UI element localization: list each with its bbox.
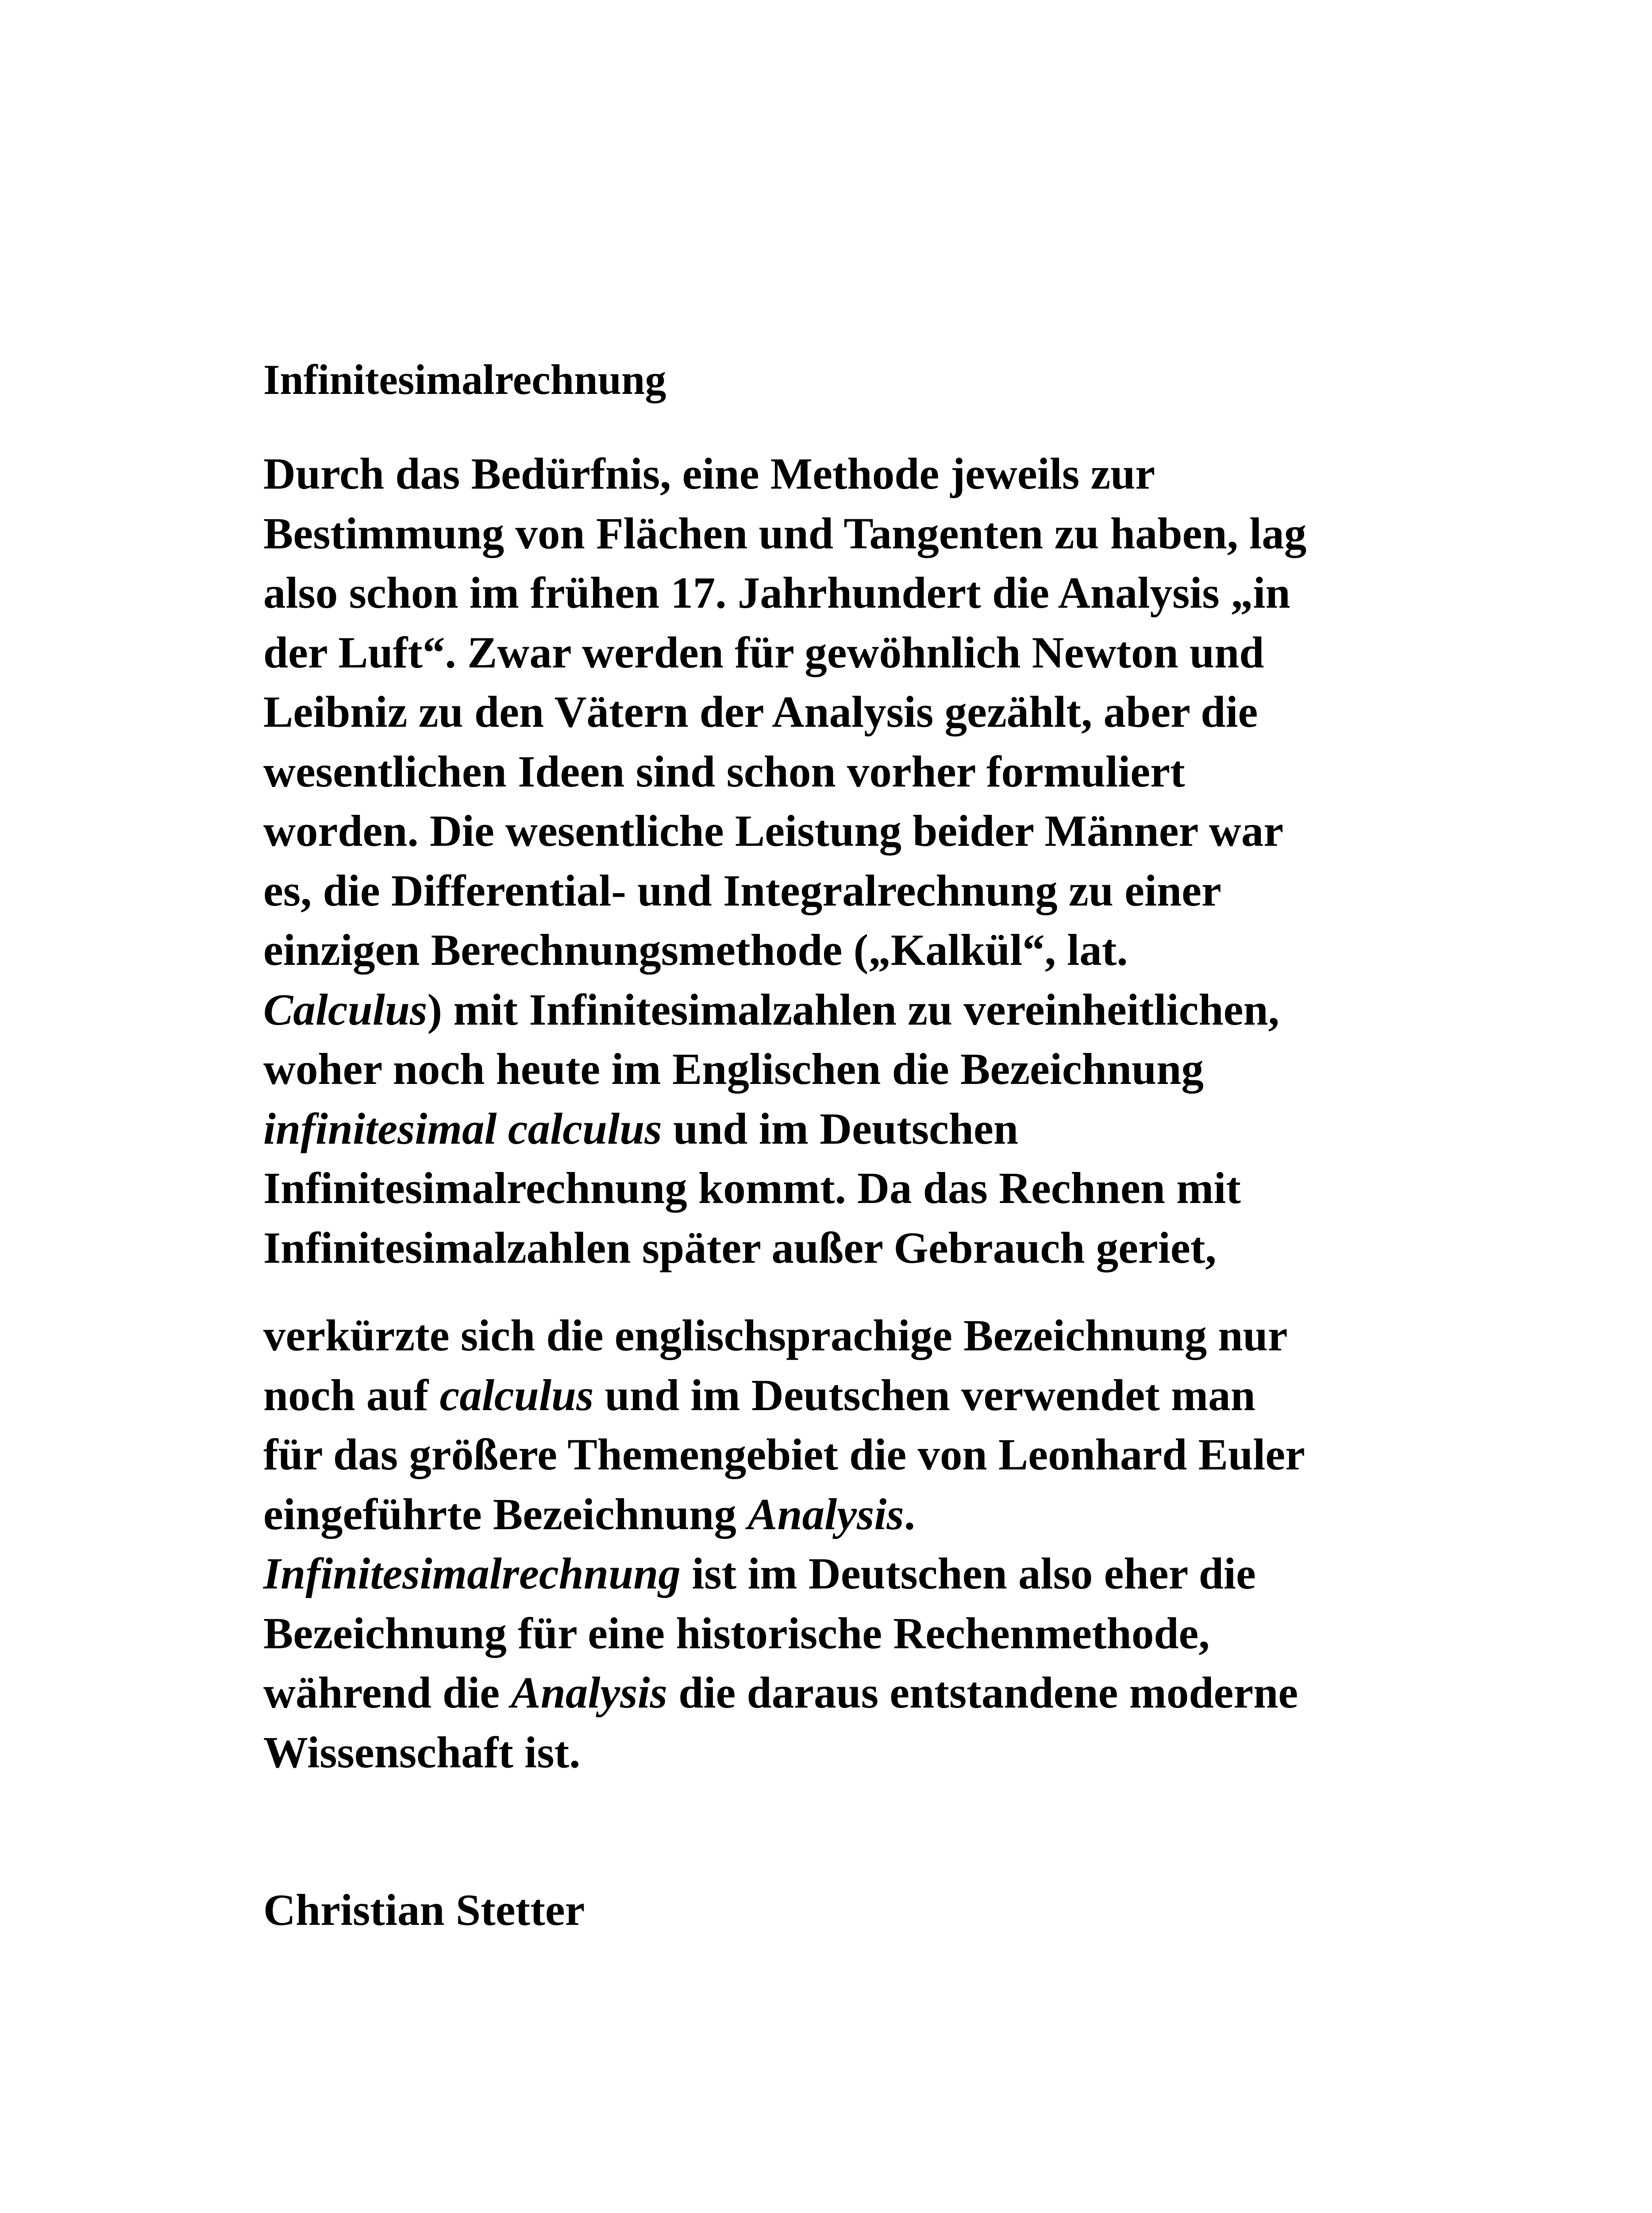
italic-term: Analysis [747,1489,904,1539]
text-run: woher noch heute im Englischen die Bezeichnung [263,1044,1204,1094]
text-run: Durch das Bedürfnis, eine Methode jeweils zur [263,449,1155,498]
text-run: Bezeichnung für eine historische Rechenmethode, [263,1608,1210,1658]
text-line [263,682,1405,742]
text-run: einzigen Berechnungsmethode („Kalkül“, lat. [263,925,1128,975]
text-line [263,1484,1405,1544]
paragraph-1 [263,444,1405,1277]
italic-term: Infinitesimalrechnung [263,1549,681,1598]
text-run: Bestimmung von Flächen und Tangenten zu haben, lag [263,508,1307,558]
text-line [263,861,1405,921]
text-run: ist im Deutschen also eher die [680,1549,1256,1598]
text-run: Infinitesimalrechnung kommt. Da das Rechnen mit [263,1163,1241,1213]
text-run: für das größere Themengebiet die von Leonhard Euler [263,1430,1305,1479]
author-name: Christian Stetter [263,1885,585,1935]
italic-term: Calculus [263,984,427,1034]
text-line [263,444,1405,504]
text-run: Infinitesimalzahlen später außer Gebrauch geriet, [263,1222,1217,1272]
text-run: Leibniz zu den Vätern der Analysis gezählt, aber die [263,687,1258,736]
text-line [263,801,1405,861]
italic-term: infinitesimal calculus [263,1103,662,1153]
text-run: und im Deutschen verwendet man [593,1370,1255,1420]
text-line [263,623,1405,682]
text-run: es, die Differential- und Integralrechnung zu einer [263,865,1221,915]
text-line [263,1218,1405,1278]
italic-term: Analysis [511,1668,667,1717]
paragraph-2 [263,1306,1405,1782]
text-run: also schon im frühen 17. Jahrhundert die Analysis „in [263,568,1290,617]
text-run: noch auf [263,1370,440,1420]
text-run: ) mit Infinitesimalzahlen zu vereinheitlichen, [427,984,1279,1034]
text-line [263,1723,1405,1782]
italic-term: calculus [439,1370,594,1420]
text-line [263,1365,1405,1425]
text-run: verkürzte sich die englischsprachige Bezeichnung nur [263,1311,1288,1360]
text-line [263,742,1405,802]
text-line [263,504,1405,563]
text-line [263,563,1405,623]
text-line [263,1663,1405,1723]
text-run: während die [263,1668,511,1717]
document-title: Infinitesimalrechnung [263,356,666,403]
text-run: wesentlichen Ideen sind schon vorher formuliert [263,746,1185,796]
text-line [263,1544,1405,1604]
text-run: . [904,1489,915,1539]
text-run: worden. Die wesentliche Leistung beider Männer war [263,806,1284,856]
text-line [263,1306,1405,1365]
text-line [263,920,1405,980]
text-line [263,980,1405,1040]
text-line [263,1604,1405,1663]
text-line [263,1425,1405,1484]
text-run: und im Deutschen [662,1103,1019,1153]
document-page [263,0,1405,2213]
text-run: eingeführte Bezeichnung [263,1489,748,1539]
text-run: die daraus entstandene moderne [667,1668,1298,1717]
text-run: der Luft“. Zwar werden für gewöhnlich Newton und [263,627,1264,677]
text-line [263,1099,1405,1159]
text-line [263,1039,1405,1099]
text-line [263,1158,1405,1218]
text-run: Wissenschaft ist. [263,1727,581,1777]
